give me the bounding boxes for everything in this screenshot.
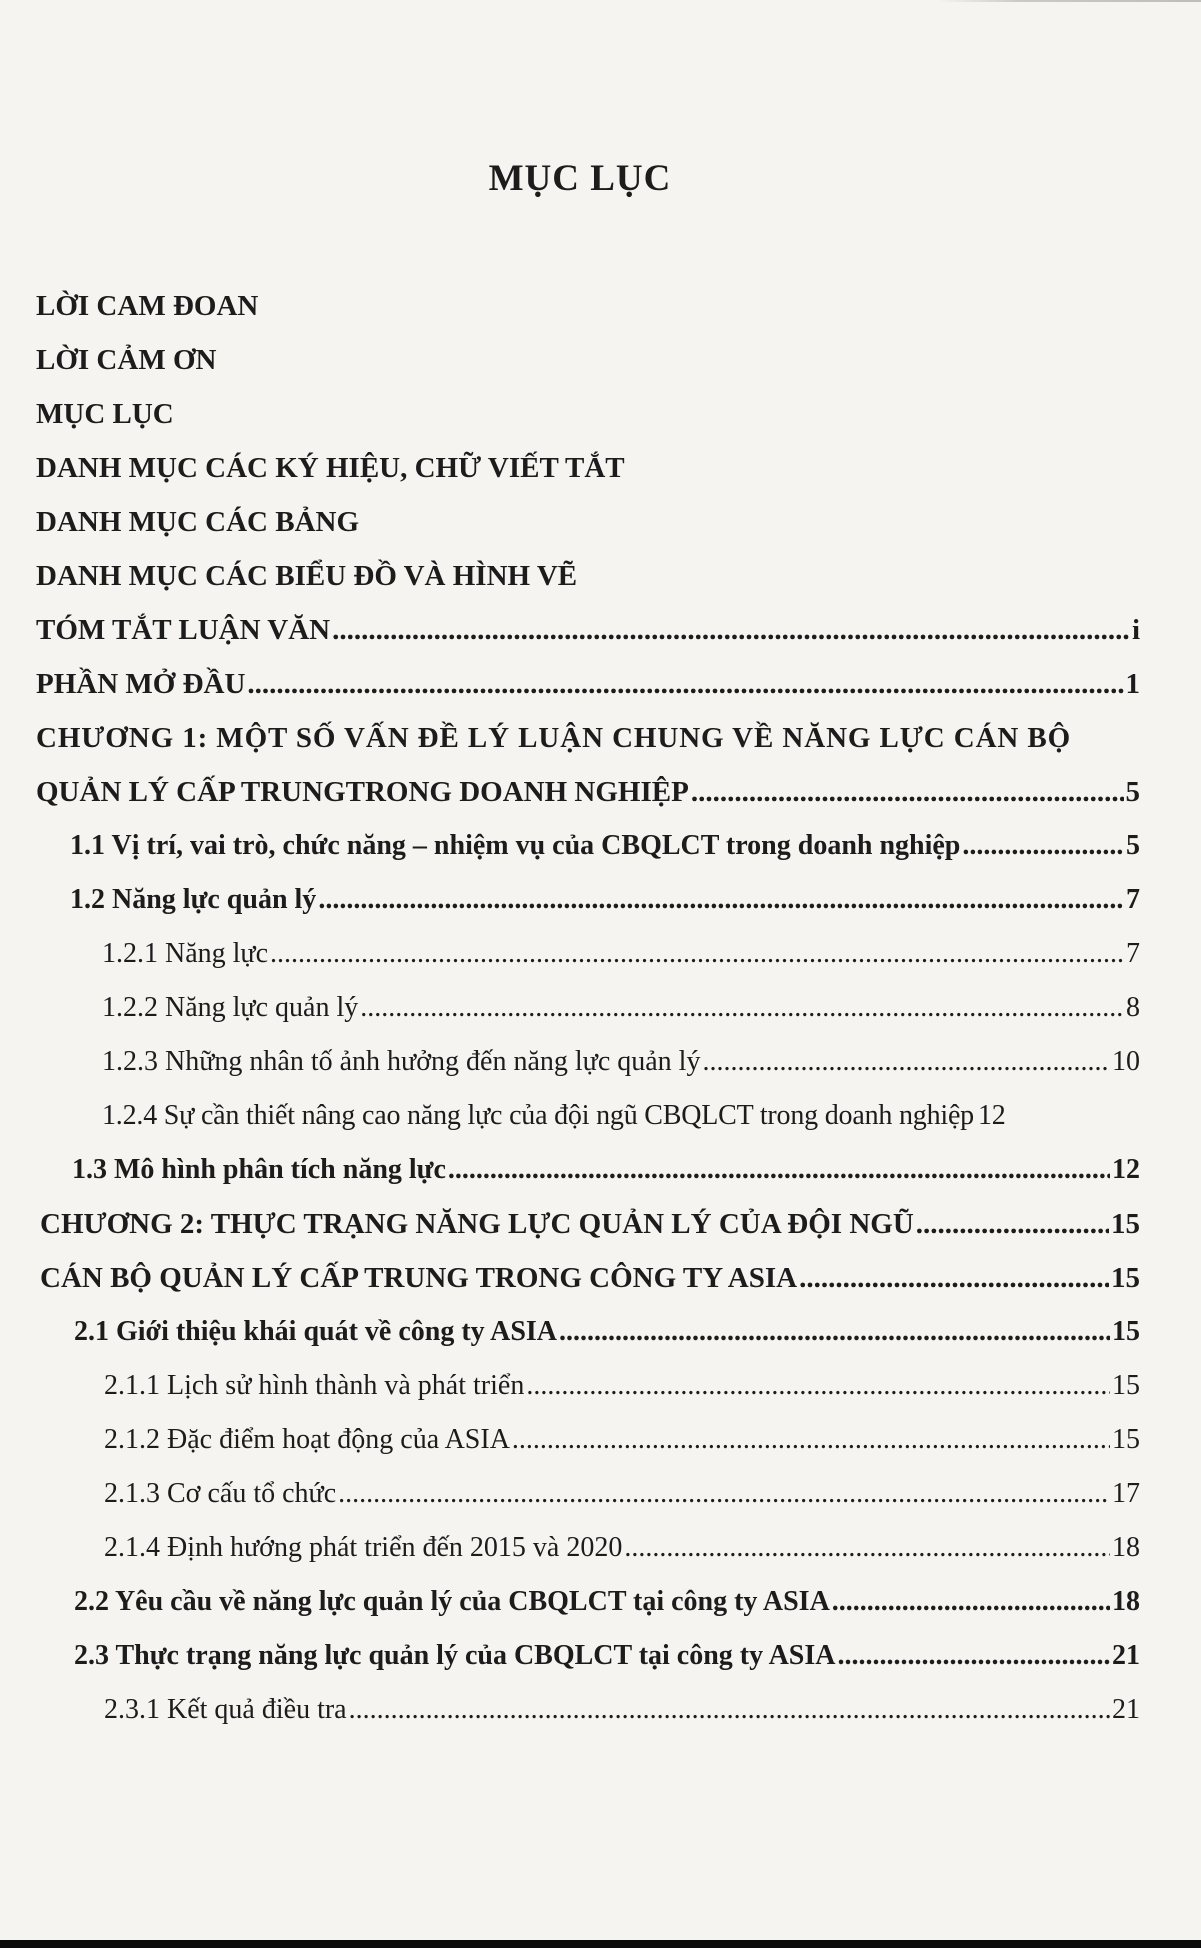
toc-entry-2-1-3	[104, 1478, 1140, 1510]
toc-entry-chuong-2-line-1	[40, 1208, 1140, 1241]
toc-entry-2-1-4	[104, 1532, 1140, 1564]
toc-entry-1-2-4	[102, 1100, 1140, 1132]
toc-entry-1-3	[72, 1154, 1140, 1186]
dot-leader	[332, 614, 1130, 647]
toc-entry-1-2	[70, 884, 1140, 916]
toc-entry-chuong-1-line-1	[36, 722, 1140, 755]
toc-entry-text: 1.2.3 Những nhân tố ảnh hưởng đến năng lực quản lý	[102, 1046, 701, 1077]
toc-entry-1-2-1	[102, 938, 1140, 970]
dot-leader	[559, 1316, 1110, 1348]
dot-leader	[624, 1532, 1110, 1564]
page-top-edge	[0, 0, 1201, 2]
toc-page-number: 5	[1125, 776, 1140, 808]
toc-page-number: 17	[1112, 1478, 1140, 1509]
toc-entry-phan-mo-dau	[36, 668, 1140, 701]
toc-entry-text: 2.1.4 Định hướng phát triển đến 2015 và 2020	[104, 1532, 623, 1563]
toc-entry-2-3	[74, 1640, 1140, 1672]
toc-entry-text: CHƯƠNG 2: THỰC TRẠNG NĂNG LỰC QUẢN LÝ CỦA ĐỘI NGŨ	[40, 1208, 914, 1240]
dot-leader	[837, 1640, 1110, 1672]
toc-entry-text: LỜI CAM ĐOAN	[36, 290, 259, 322]
toc-entry-text: QUẢN LÝ CẤP TRUNGTRONG DOANH NGHIỆP	[36, 776, 689, 808]
toc-entry-tom-tat	[36, 614, 1140, 647]
toc-entry-text: 2.3.1 Kết quả điều tra	[104, 1694, 347, 1725]
toc-entry-text: 2.3 Thực trạng năng lực quản lý của CBQLCT tại công ty ASIA	[74, 1640, 836, 1671]
dot-leader	[702, 1046, 1110, 1078]
dot-leader	[349, 1694, 1110, 1726]
dot-leader	[691, 776, 1124, 809]
toc-page-number: 21	[1112, 1640, 1140, 1671]
toc-entry-text: 1.2 Năng lực quản lý	[70, 884, 317, 915]
toc-page-number: 12	[978, 1100, 1006, 1131]
toc-entry-2-1-2	[104, 1424, 1140, 1456]
toc-entry-text: 2.1.1 Lịch sử hình thành và phát triển	[104, 1370, 525, 1401]
toc-page-number: 10	[1112, 1046, 1140, 1077]
toc-entry-danh-muc-ky-hieu	[36, 452, 1136, 485]
dot-leader	[962, 830, 1124, 862]
toc-page-number: 7	[1126, 938, 1140, 969]
toc-page-number: 18	[1112, 1532, 1140, 1563]
toc-entry-text: PHẦN MỞ ĐẦU	[36, 668, 246, 700]
toc-page-number: 15	[1112, 1370, 1140, 1401]
toc-entry-2-2	[74, 1586, 1140, 1618]
toc-entry-loi-cam-doan	[36, 290, 1136, 323]
toc-entry-text: 1.2.4 Sự cần thiết nâng cao năng lực của đội ngũ CBQLCT trong doanh nghiệp	[102, 1100, 974, 1131]
toc-entry-chuong-1-line-2	[36, 776, 1140, 809]
toc-page-number: i	[1131, 614, 1140, 646]
page-bottom-edge	[0, 1940, 1201, 1948]
toc-entry-text: 2.1 Giới thiệu khái quát về công ty ASIA	[74, 1316, 558, 1347]
dot-leader	[338, 1478, 1110, 1510]
toc-entry-danh-muc-bang	[36, 506, 1136, 539]
toc-page-number: 1	[1125, 668, 1140, 700]
toc-entry-text: 1.2.2 Năng lực quản lý	[102, 992, 359, 1023]
toc-entry-text: 2.1.2 Đặc điểm hoạt động của ASIA	[104, 1424, 510, 1455]
toc-entry-text: DANH MỤC CÁC KÝ HIỆU, CHỮ VIẾT TẮT	[36, 452, 625, 484]
toc-entry-1-1	[70, 830, 1140, 862]
toc-page-number: 15	[1112, 1424, 1140, 1455]
toc-entry-text: 2.2 Yêu cầu về năng lực quản lý của CBQLCT tại công ty ASIA	[74, 1586, 830, 1617]
toc-entry-text: DANH MỤC CÁC BẢNG	[36, 506, 360, 538]
toc-entry-danh-muc-bieu-do	[36, 560, 1136, 593]
toc-entry-text: 1.3 Mô hình phân tích năng lực	[72, 1154, 446, 1185]
toc-page-number: 8	[1126, 992, 1140, 1023]
dot-leader	[799, 1262, 1109, 1295]
toc-entry-text: TÓM TẮT LUẬN VĂN	[36, 614, 331, 646]
toc-entry-text: CÁN BỘ QUẢN LÝ CẤP TRUNG TRONG CÔNG TY ASIA	[40, 1262, 798, 1294]
toc-entry-2-1-1	[104, 1370, 1140, 1402]
toc-entry-text: MỤC LỤC	[36, 398, 174, 430]
toc-page-number: 15	[1111, 1208, 1140, 1240]
toc-page-number: 12	[1112, 1154, 1140, 1185]
dot-leader	[360, 992, 1124, 1024]
toc-entry-chuong-2-line-2	[40, 1262, 1140, 1295]
toc-page-number: 15	[1111, 1262, 1140, 1294]
toc-entry-text: 1.2.1 Năng lực	[102, 938, 269, 969]
toc-entry-text: 1.1 Vị trí, vai trò, chức năng – nhiệm vụ của CBQLCT trong doanh nghiệp	[70, 830, 961, 861]
toc-page-number: 15	[1112, 1316, 1140, 1347]
page-title: MỤC LỤC	[488, 157, 672, 199]
dot-leader	[916, 1208, 1109, 1241]
toc-entry-loi-cam-on	[36, 344, 1136, 377]
dot-leader	[832, 1586, 1110, 1618]
toc-page-number: 18	[1112, 1586, 1140, 1617]
dot-leader	[512, 1424, 1110, 1456]
toc-entry-text: CHƯƠNG 1: MỘT SỐ VẤN ĐỀ LÝ LUẬN CHUNG VỀ NĂNG LỰC CÁN BỘ	[36, 722, 1072, 754]
dot-leader	[270, 938, 1124, 970]
toc-entry-text: LỜI CẢM ƠN	[36, 344, 217, 376]
dot-leader	[526, 1370, 1110, 1402]
toc-entry-muc-luc	[36, 398, 1136, 431]
toc-entry-1-2-3	[102, 1046, 1140, 1078]
toc-page-number: 21	[1112, 1694, 1140, 1725]
dot-leader	[247, 668, 1123, 701]
toc-entry-2-3-1	[104, 1694, 1140, 1726]
toc-entry-text: 2.1.3 Cơ cấu tổ chức	[104, 1478, 337, 1509]
dot-leader	[448, 1154, 1110, 1186]
dot-leader	[318, 884, 1124, 916]
toc-page-number: 7	[1126, 884, 1140, 915]
toc-entry-text: DANH MỤC CÁC BIỂU ĐỒ VÀ HÌNH VẼ	[36, 560, 578, 592]
toc-entry-2-1	[74, 1316, 1140, 1348]
toc-page-number: 5	[1126, 830, 1140, 861]
toc-entry-1-2-2	[102, 992, 1140, 1024]
